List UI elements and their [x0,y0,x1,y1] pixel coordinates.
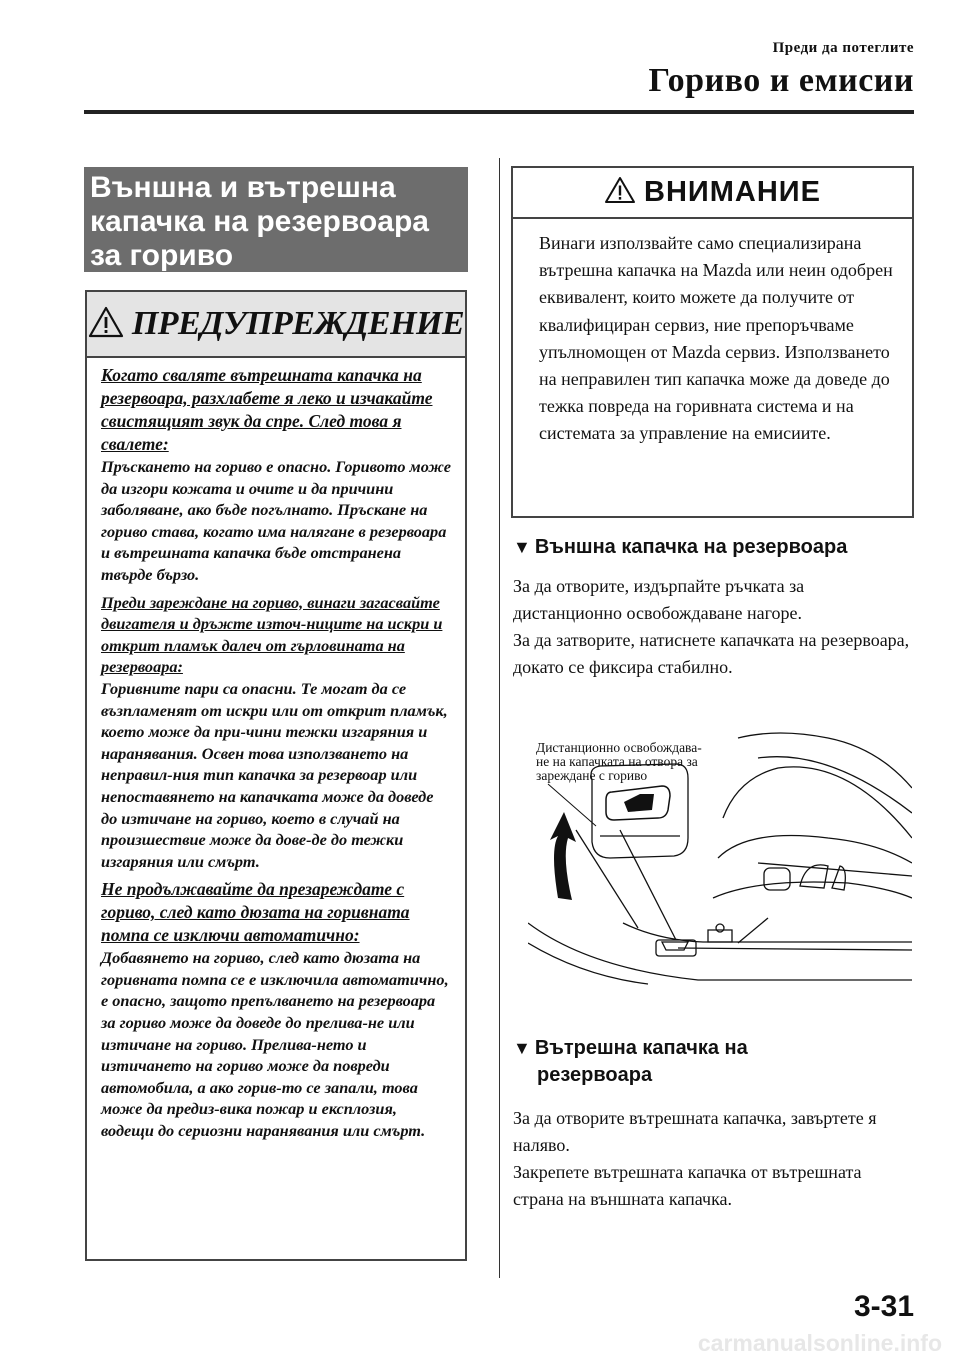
caution-header [513,168,912,219]
warning-header [87,292,465,358]
warning-box [85,290,467,1261]
inner-cap-heading [513,1035,748,1089]
warning-p3-body: Добавянето на гориво, след като дюзата на горивната помпа се е изключила автоматично, е опасно, защото препълването на резервоара за гориво може да доведе до прелива-не или изтичане на гориво. Прелива-нето и изтичането на гориво може да повреди автомобила, а ако горив-то се запали, това може да предиз-вика пожар и експлозия, водещи до сериозни наранявания или смърт. [101,948,449,1141]
section-title-line-2: капачка на резервоара [90,205,429,238]
warning-p3-heading: Не продължавайте да презареждате с гориво, след като дюзата на горивната помпа се изключи автоматично: [101,879,410,946]
figure-label-line-2: не на капачката на отвора за [536,754,698,769]
inner-cap-heading-line-2: резервоара [537,1064,653,1086]
figure-label-line-1: Дистанционно освобождава- [536,740,702,755]
header-section-label: Преди да потеглите [772,40,914,56]
figure-label-line-3: зареждане с гориво [536,768,648,783]
warning-title: ПРЕДУПРЕЖДЕНИЕ [131,305,465,342]
warning-p1-heading: Когато сваляте вътрешната капачка на резервоара, разхлабете я леко и изчакайте свистящият звук да спре. След това я свалете: [101,365,433,454]
down-triangle-icon: ▼ [513,537,531,557]
warning-triangle-icon [88,306,124,343]
caution-title: ВНИМАНИЕ [644,176,821,208]
column-divider [499,158,500,1278]
warning-p1-body: Пръскането на гориво е опасно. Горивото може да изгори кожата и очите и да причини заболяване, ако бъде погълнато. Пръскане на гориво става, когато има налягане в резервоара и вътрешната капачка бъде отстранена твърде бързо. [101,457,451,584]
warning-p2-heading: Преди зареждане на гориво, винаги загасвайте двигателя и дръжте източ-ниците на искри и открит пламък далеч от гърловината на резервоара: [101,592,443,677]
outer-cap-text-2: За да затворите, натиснете капачката на резервоара, докато се фиксира стабилно. [513,630,910,678]
warning-p2-body: Горивните пари са опасни. Те могат да се възпламенят от искри или от открит пламък, което може да при-чини тежки изгаряния и наранявания. Освен това използването на неправил-ния тип капачка за резервоар или непоставянето на капачката може да доведе до изтичане на гориво, което в случай на произшествие може да дове-де до тежки изгаряния или смърт. [101,678,448,871]
section-title-box [84,167,468,272]
inner-cap-heading-line-1: Вътрешна капачка на [534,1037,748,1059]
header-rule [84,110,914,114]
section-title-line-1: Външна и вътрешна [90,171,396,204]
footer-watermark: carmanualsonline.info [697,1330,942,1356]
section-title-line-3: за гориво [90,239,234,272]
header-title: Гориво и емисии [648,62,914,99]
caution-body: Винаги използвайте само специализирана вътрешна капачка на Mazda или неин одобрен еквивалент, които можете да получите от квалифициран сервиз, ние препоръчваме упълномощен от Mazda сервиз. Използването на неправилен тип капачка може да доведе до тежка повреда на горивната система и на системата за управление на емисиите. [539,233,893,444]
page-number: 3-31 [853,1290,914,1323]
outer-cap-heading-text: Външна капачка на резервоара [534,536,848,558]
down-triangle-icon: ▼ [513,1038,531,1058]
warning-body [87,358,465,1142]
outer-cap-text-1: За да отворите, издърпайте ръчката за дистанционно освобождаване нагоре. [513,576,805,624]
outer-cap-heading [513,534,847,561]
inner-cap-text-1: За да отворите вътрешната капачка, завъртете я наляво. [513,1108,877,1156]
caution-triangle-icon [604,176,636,209]
remote-release-figure [528,718,912,986]
inner-cap-text-2: Закрепете вътрешната капачка от вътрешната страна на външната капачка. [513,1162,862,1210]
caution-box [511,166,914,518]
